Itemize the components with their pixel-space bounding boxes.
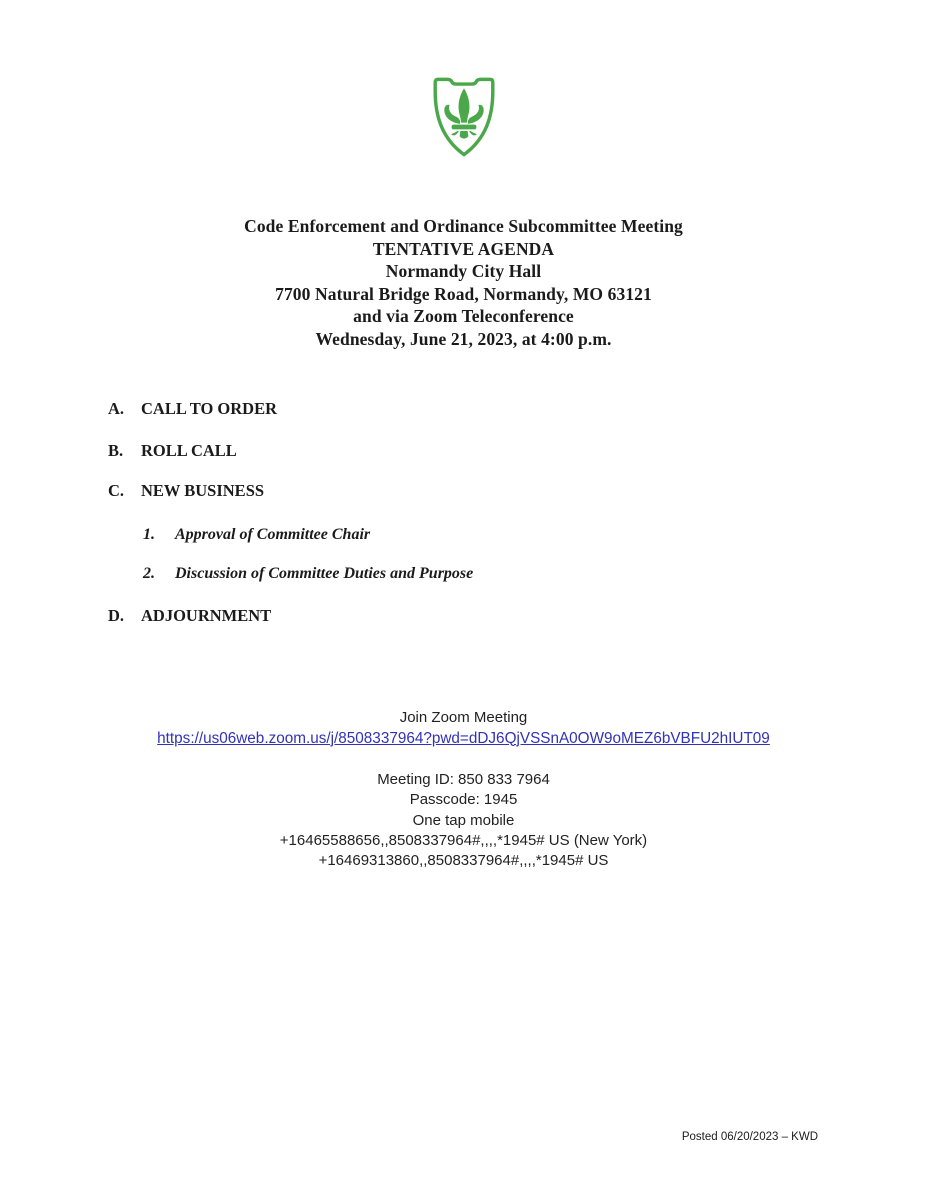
section-new-business <box>108 481 264 501</box>
one-tap-label: One tap mobile <box>412 811 515 829</box>
item-text: Discussion of Committee Duties and Purpose <box>175 565 474 582</box>
venue-name: Normandy City Hall <box>385 261 542 281</box>
new-business-item-2 <box>143 564 473 584</box>
section-title: ADJOURNMENT <box>141 606 272 625</box>
document-header <box>0 215 927 350</box>
item-number: 2. <box>143 565 155 582</box>
passcode: Passcode: 1945 <box>409 791 518 809</box>
meeting-id: Meeting ID: 850 833 7964 <box>377 771 550 788</box>
item-number: 1. <box>143 526 155 543</box>
zoom-details-block <box>0 770 927 871</box>
join-zoom-label: Join Zoom Meeting <box>399 709 528 726</box>
zoom-join-block <box>0 708 927 749</box>
meeting-datetime: Wednesday, June 21, 2023, at 4:00 p.m. <box>315 328 612 349</box>
zoom-meeting-link[interactable]: https://us06web.zoom.us/j/8508337964?pwd=dDJ6QjVSSnA0OW9oMEZ6bVBFU2hIUT09 <box>157 729 770 747</box>
section-label: B. <box>108 441 124 460</box>
section-title: NEW BUSINESS <box>141 481 265 500</box>
meeting-title: Code Enforcement and Ordinance Subcommittee Meeting <box>244 216 683 236</box>
venue-address: 7700 Natural Bridge Road, Normandy, MO 63121 <box>275 283 652 304</box>
fleur-de-lis-shield-icon <box>424 72 504 162</box>
section-title: ROLL CALL <box>141 441 237 460</box>
one-tap-number-us: +16469313860,,8508337964#,,,,*1945# US <box>318 852 609 870</box>
new-business-item-1 <box>143 525 370 545</box>
section-label: D. <box>108 606 125 625</box>
section-roll-call <box>108 441 237 461</box>
item-text: Approval of Committee Chair <box>175 526 371 543</box>
one-tap-number-ny: +16465588656,,8508337964#,,,,*1945# US (New York) <box>279 831 648 849</box>
section-label: A. <box>108 399 125 418</box>
section-adjournment <box>108 606 271 626</box>
posted-note: Posted 06/20/2023 – KWD <box>681 1131 818 1143</box>
teleconference-note: and via Zoom Teleconference <box>353 306 574 326</box>
agenda-type: TENTATIVE AGENDA <box>372 238 555 259</box>
section-title: CALL TO ORDER <box>141 399 278 418</box>
section-call-to-order <box>108 399 277 419</box>
section-label: C. <box>108 481 125 500</box>
